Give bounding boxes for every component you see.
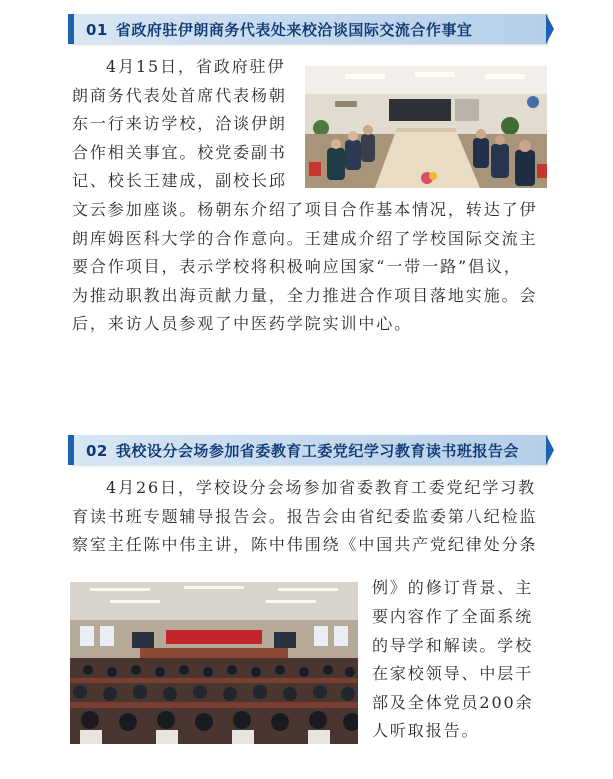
s1-line-4: 合作相关事宜。校党委副书 [72, 143, 287, 162]
s2-right-line-5: 部及全体党员200余 [372, 693, 534, 712]
s1-line-6: 文云参加座谈。杨朝东介绍了项目合作基本情况，转达了伊 [72, 200, 538, 219]
lecture-hall-illustration [70, 582, 358, 744]
meeting-photo [305, 66, 547, 188]
meeting-photo-illustration [305, 66, 547, 188]
s2-right-line-4: 在家校领导、中层干 [372, 664, 534, 683]
section-2-heading [86, 440, 519, 461]
s2-right-line-2: 要内容作了全面系统 [372, 607, 534, 626]
s1-line-9: 为推动职教出海贡献力量，全力推进合作项目落地实施。会 [72, 286, 538, 305]
s1-line-3: 东一行来访学校，洽谈伊朗 [72, 114, 287, 133]
section-2-title: 我校设分会场参加省委教育工委党纪学习教育读书班报告会 [115, 442, 519, 460]
s1-line-1: 4月15日，省政府驻伊 [106, 57, 286, 76]
s1-line-5: 记、校长王建成，副校长邱 [72, 171, 287, 190]
s1-line-2: 朗商务代表处首席代表杨朝 [72, 86, 287, 105]
section-1-title: 省政府驻伊朗商务代表处来校洽谈国际交流合作事宜 [115, 21, 473, 39]
section-1-banner [72, 14, 548, 44]
lecture-hall-photo [70, 582, 358, 744]
section-1-heading [86, 19, 472, 40]
s2-right-line-6: 人听取报告。 [372, 721, 480, 740]
s2-right-line-3: 的导学和解读。学校 [372, 636, 534, 655]
s2-line-1: 4月26日，学校设分会场参加省委教育工委党纪学习教 [106, 478, 537, 497]
section-2-banner [72, 435, 548, 465]
s1-line-10: 后，来访人员参观了中医药学院实训中心。 [72, 314, 413, 333]
s1-line-7: 朗库姆医科大学的合作意向。王建成介绍了学校国际交流主 [72, 229, 538, 248]
s2-right-line-1: 例》的修订背景、主 [372, 578, 534, 597]
s1-line-8: 要合作项目，表示学校将积极响应国家“一带一路”倡议， [72, 257, 522, 276]
s2-line-2: 育读书班专题辅导报告会。报告会由省纪委监委第八纪检监 [72, 507, 538, 526]
s2-line-3: 察室主任陈中伟主讲，陈中伟围绕《中国共产党纪律处分条 [72, 535, 538, 554]
section-2-number: 02 [86, 442, 108, 460]
section-1-number: 01 [86, 21, 108, 39]
